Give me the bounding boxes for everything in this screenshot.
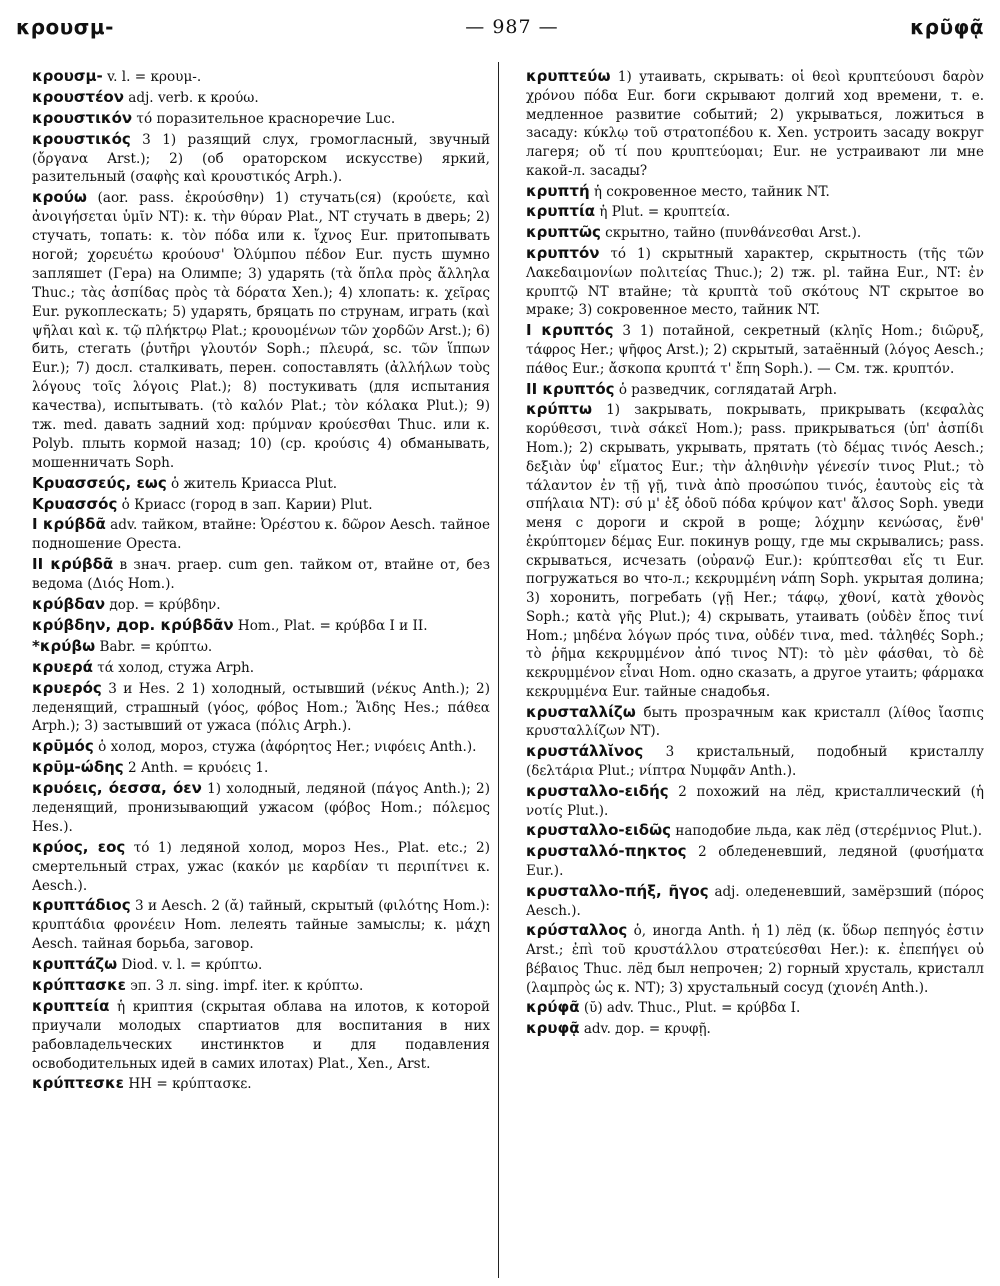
dictionary-entry bbox=[16, 66, 490, 87]
entry-definition: τό 1) ледяной холод, мороз Hes., Plat. etc.; 2) смертельный страх, ужас (κακόν με καρδίαν τι περιπίτνει κ. Aesch.). bbox=[32, 839, 490, 894]
entry-headword: κρουστικόν bbox=[32, 108, 133, 127]
entry-definition: 3 и Aesch. 2 (ᾰ) тайный, скрытый (φιλότης Hom.): κρυπτάδια φρονέειν Hom. лелеять тайные замыслы; κ. μάχη Aesch. тайная борьба, заговор. bbox=[32, 898, 490, 953]
entry-headword: *κρύβω bbox=[32, 636, 96, 655]
entry-headword: κρύβδαν bbox=[32, 595, 106, 614]
dictionary-entry bbox=[16, 837, 490, 896]
dictionary-entry bbox=[510, 781, 984, 821]
entry-definition: 2 похожий на лёд, кристаллический (ἡ νοτίς Plut.). bbox=[526, 783, 984, 819]
dictionary-entry bbox=[16, 975, 490, 996]
entry-headword: κρυπτή bbox=[526, 181, 590, 200]
column-divider bbox=[498, 62, 499, 1278]
entry-headword: κρῡμός bbox=[32, 737, 94, 756]
entry-headword: κρουσμ- bbox=[32, 67, 103, 85]
dictionary-entry bbox=[16, 778, 490, 837]
dictionary-entry bbox=[510, 399, 984, 701]
entry-definition: 3 и Hes. 2 1) холодный, остывший (νέκυς Anth.); 2) леденящий, страшный (γόος, φόβος Hom.; Ἅιδης Hes.; πάθεα Arph.); 3) застывший от ужаса (πόλις Arph.). bbox=[32, 680, 490, 735]
entry-headword: κρυσταλλίζω bbox=[526, 702, 636, 721]
entry-headword: κρῡμ-ώδης bbox=[32, 758, 124, 777]
dictionary-entry bbox=[16, 108, 490, 129]
dictionary-entry bbox=[16, 473, 490, 494]
dictionary-entry bbox=[510, 881, 984, 921]
entry-definition: 1) холодный, ледяной (πάγος Anth.); 2) леденящий, пронизывающий ужасом (φόβος Hom.; πόλεμος Hes.). bbox=[32, 781, 490, 835]
dictionary-entry bbox=[16, 514, 490, 554]
entry-headword: I κρυπτός bbox=[526, 321, 614, 340]
dictionary-entry bbox=[510, 741, 984, 781]
dictionary-entry bbox=[16, 594, 490, 615]
dictionary-entry bbox=[16, 954, 490, 975]
right-column bbox=[510, 66, 984, 1039]
dictionary-entry bbox=[510, 320, 984, 378]
entry-headword: κρυόεις, όεσσα, όεν bbox=[32, 779, 202, 798]
entry-headword: κρυπτῶς bbox=[526, 223, 601, 242]
dictionary-entry bbox=[510, 920, 984, 997]
dictionary-entry bbox=[16, 554, 490, 594]
dictionary-entry bbox=[510, 997, 984, 1018]
entry-definition: τό 1) скрытный характер, скрытность (τῆς τῶν Λακεδαιμονίων πολιτείας Thuc.); 2) тж. pl. тайна Eur., NT: ἐν κρυπτῷ NT втайне; τὰ κρυπτὰ τοῦ σκότους NT скрытое во мраке; 3) сокровенное место, тайник NT. bbox=[526, 246, 984, 319]
entry-definition: adj. verb. к κρούω. bbox=[123, 89, 259, 106]
entry-definition: τά холод, стужа Arph. bbox=[92, 659, 255, 676]
entry-headword: κρουστέον bbox=[32, 87, 124, 106]
entry-definition: ἡ криптия (скрытая облава на илотов, к которой приучали молодых спартиатов для воспитания в них рабовладельческих инстинктов и для подавления освободительных идей в самих илотах) Plat., Xen., Arst. bbox=[32, 998, 490, 1072]
dictionary-entry bbox=[510, 820, 984, 841]
dictionary-entry bbox=[16, 615, 490, 636]
entry-definition: быть прозрачным как кристалл (λίθος ἴασπις κρυσταλλίζων NT). bbox=[526, 704, 984, 740]
entry-definition: adv. дор. = κρυφῇ. bbox=[579, 1021, 711, 1038]
entry-headword: κρυπτία bbox=[526, 202, 596, 221]
entry-headword: κρυπτάζω bbox=[32, 955, 118, 974]
entry-definition: ὁ житель Криасса Plut. bbox=[166, 475, 338, 492]
dictionary-entry bbox=[510, 1018, 984, 1039]
entry-definition: ἡ сокровенное место, тайник NT. bbox=[589, 183, 830, 200]
entry-headword: κρυερός bbox=[32, 678, 102, 697]
entry-definition: в знач. praep. cum gen. тайком от, втайне от, без ведома (Διός Hom.). bbox=[32, 557, 490, 593]
entry-headword: κρυσταλλο-ειδής bbox=[526, 781, 669, 800]
entry-definition: ὁ Криасс (город в зап. Карии) Plut. bbox=[117, 496, 373, 513]
entry-definition: 1) закрывать, покрывать, прикрывать (κεφαλὰς κορύθεσσι, τινὰ σάκεϊ Hom.); pass. прикрываться (ὑπ' ἀσπίδι Hom.); 2) скрывать, укрывать, прятать (τὸ δέμας τινός Aesch.; δεξιὰν ὑφ' εἵματος Eur.; τὴν ἀληθινὴν γένεσίν τινος Plut.; τὸ τάλαντον ἐν τῇ γῇ, τινὰ ἀπὸ προσώπου τινός, ἑαυτοὺς εἰς τὰ σπήλαια NT): σύ μ' ἐξ ὁδοῦ πόδα κρύψον κατ' ἄλσος Soph. уведи меня с дороги и скрой в роще; λόχμην κενώσας, ἔνθ' ἐκρύπτομεν δέμας Eur. покинув рощу, где мы скрывались; pass. скрываться, исчезать (οὐρανῷ Eur.): κρύπτεσθαι εἴς τι Eur. погружаться во что-л.; κεκρυμμένη νάπη Soph. укрытая долина; 3) хоронить, погребать (γῇ Her.; τάφῳ, χθονί, κατὰ χθονὸς Soph.; κατὰ γῆς Plut.); 4) скрывать, утаивать (οὐδὲν ἔπος τινί Hom.; μηδένα λόγων πρός τινα, οὐδέν τινα, med. τἀληθές Soph.; τὸ ῥῆμα κεκρυμμένον ἀπό τινος NT): τὸ μὲν φάσθαι, τὸ δὲ κεκρυμμένον εἶναι Hom. одно сказать, а другое утаить; φάρμακα κεκρυμμένα Eur. тайные снадобья. bbox=[526, 402, 984, 700]
entry-definition: ὁ, иногда Anth. ἡ 1) лёд (κ. ὕδωρ πεπηγός ἐστιν Arst.; ἐπὶ τοῦ κρυστάλλου στρατεύεσθαι Her.): κ. ἐπεπήγει οὐ βέβαιος Thuc. лёд был непрочен; 2) горный хрусталь, кристалл (λαμπρὸς ὡς κ. NT); 3) хрустальный сосуд (χιονέη Anth.). bbox=[526, 923, 984, 996]
entry-headword: κρύπτω bbox=[526, 400, 592, 419]
dictionary-entry bbox=[16, 87, 490, 108]
dictionary-entry bbox=[510, 841, 984, 881]
entry-definition: ἡ Plut. = κρυπτεία. bbox=[595, 204, 731, 221]
dictionary-entry bbox=[510, 66, 984, 181]
entry-headword: κρύπτεσκε bbox=[32, 1074, 124, 1093]
entry-definition: 2 Anth. = κρυόεις 1. bbox=[123, 760, 269, 777]
entry-definition: v. l. = κρουμ-. bbox=[102, 69, 202, 85]
entry-headword: κρυσταλλό-πηκτος bbox=[526, 842, 687, 861]
entry-definition: 3 1) разящий слух, громогласный, звучный (ὄργανα Arst.); 2) (об ораторском искусстве) яркий, разительный (σαφὴς καὶ κρουστικός Arph.). bbox=[32, 131, 490, 186]
dictionary-entry bbox=[16, 736, 490, 757]
dictionary-entry bbox=[16, 494, 490, 515]
dictionary-entry bbox=[16, 757, 490, 778]
entry-headword: I κρύβδᾶ bbox=[32, 515, 106, 534]
entry-headword: κρύος, εος bbox=[32, 837, 126, 856]
entry-headword: κρούω bbox=[32, 188, 87, 207]
entry-headword: κρυσταλλο-ειδῶς bbox=[526, 821, 672, 840]
dictionary-entry bbox=[16, 678, 490, 737]
dictionary-entry bbox=[16, 996, 490, 1074]
entry-definition: скрытно, тайно (πυνθάνεσθαι Arst.). bbox=[600, 225, 862, 242]
left-running-headword: κρουσμ- bbox=[16, 15, 114, 39]
dictionary-entry bbox=[510, 702, 984, 742]
dictionary-entry bbox=[510, 243, 984, 320]
entry-definition: (aor. pass. ἐκρούσθην) 1) стучать(ся) (κρούετε, καὶ ἀνοιγήσεται ὑμῖν NT): κ. τὴν θύραν Plat., NT стучать в дверь; 2) стучать, топать: κ. τὸν πόδα или κ. ἴχνος Eur. притопывать ногой; χορευέτω κρούουσ' Ὀλύμπου πέδον Eur. пусть шумно запляшет (Гера) на Олимпе; 3) ударять (τὰ ὅπλα πρὸς ἄλληλα Thuc.; τὰς ἀσπίδας πρὸς τὰ δόρατα Xen.); 4) хлопать: κ. χεῖρας Eur. рукоплескать; 5) ударять, бряцать по струнам, играть (καὶ ψῆλαι καὶ κ. τῷ πλήκτρῳ Plat.; κρουομένων τῶν χορδῶν Arst.); 6) бить, стегать (ῥυτῆρι γλουτόν Soph.; πλευρά, sc. τῶν ἵππων Eur.); 7) досл. сталкивать, перен. сопоставлять (ἀλλήλων τοὺς λόγους τοῖς λόγοις Plat.); 8) постукивать (для испытания качества), испытывать. (τὸ καλόν Plat.; τὸν κόλακα Plut.); 9) тж. med. давать задний ход: πρύμναν κρούεσθαι Thuc. или κ. Polyb. плыть кормой назад; 10) (ср. κρούσις 4) обманывать, мошенничать Soph. bbox=[32, 190, 490, 471]
entry-headword: κρυπτεύω bbox=[526, 67, 611, 85]
entry-definition: (ῠ) adv. Thuc., Plut. = κρύβδα I. bbox=[579, 1000, 801, 1017]
entry-definition: Hom., Plat. = κρύβδα I и II. bbox=[233, 617, 428, 634]
entry-headword: κρυπτόν bbox=[526, 244, 600, 263]
dictionary-entry bbox=[16, 657, 490, 678]
entry-headword: κρυσταλλο-πήξ, ῆγος bbox=[526, 881, 709, 900]
right-running-headword: κρῦφᾷ bbox=[910, 15, 984, 39]
dictionary-entry bbox=[16, 1073, 490, 1094]
page-header bbox=[16, 12, 984, 42]
entry-definition: эп. 3 л. sing. impf. iter. к κρύπτω. bbox=[125, 977, 364, 994]
entry-headword: κρυφᾷ bbox=[526, 1019, 580, 1038]
left-column bbox=[16, 66, 490, 1094]
entry-headword: κρυπτεία bbox=[32, 996, 110, 1015]
dictionary-entry bbox=[510, 181, 984, 202]
entry-headword: κρύπτασκε bbox=[32, 975, 126, 994]
entry-headword: κρύσταλλος bbox=[526, 921, 628, 940]
entry-headword: κρύβδην, дор. κρύβδᾶν bbox=[32, 615, 234, 634]
entry-headword: II κρυπτός bbox=[526, 379, 615, 398]
entry-definition: ὁ разведчик, соглядатай Arph. bbox=[614, 381, 838, 398]
entry-headword: Κρυασσός bbox=[32, 494, 118, 513]
dictionary-entry bbox=[16, 636, 490, 657]
dictionary-entry bbox=[510, 201, 984, 222]
entry-definition: 2 обледеневший, ледяной (φυσήματα Eur.). bbox=[526, 844, 984, 879]
page-number: — 987 — bbox=[465, 16, 559, 38]
entry-headword: II κρύβδᾶ bbox=[32, 555, 114, 574]
entry-definition: τό поразительное красноречие Luc. bbox=[132, 110, 396, 127]
entry-definition: 3 кристальный, подобный кристаллу (δελτάρια Plut.; νίπτρα Νυμφᾶν Anth.). bbox=[526, 744, 984, 779]
entry-definition: Diod. v. l. = κρύπτω. bbox=[117, 957, 263, 974]
entry-definition: HH = κρύπτασκε. bbox=[124, 1076, 252, 1093]
entry-definition: adj. оледеневший, замёрзший (πόρος Aesch.). bbox=[526, 883, 984, 919]
entry-headword: κρυπτάδιος bbox=[32, 896, 131, 915]
entry-headword: κρυστάλλῐνος bbox=[526, 742, 644, 761]
dictionary-entry bbox=[16, 187, 490, 472]
entry-definition: adv. тайком, втайне: Ὀρέστου κ. δῶρον Aesch. тайное подношение Ореста. bbox=[32, 517, 490, 553]
entry-definition: 1) утаивать, скрывать: οἱ θεοὶ κρυπτεύουσι δαρὸν χρόνου πόδα Eur. боги скрывают долгий ход времени, т. е. медленное развитие событий; 2) укрываться, ложиться в засаду: κύκλῳ τοῦ στρατοπέδου κ. Xen. устроить засаду вокруг лагеря; οὔ τί που κρυπτεύομαι; Eur. не устраивают ли мне какой-л. засады? bbox=[526, 69, 984, 179]
entry-headword: Κρυασσεύς, εως bbox=[32, 473, 167, 492]
dictionary-entry bbox=[510, 379, 984, 400]
entry-definition: Babr. = κρύπτω. bbox=[95, 638, 213, 655]
entry-definition: дор. = κρύβδην. bbox=[105, 597, 221, 614]
dictionary-entry bbox=[16, 129, 490, 188]
entry-headword: κρύφᾶ bbox=[526, 998, 580, 1017]
entry-headword: κρυερά bbox=[32, 657, 93, 676]
entry-definition: 3 1) потайной, секретный (κληῖς Hom.; διῶρυξ, τάφρος Her.; ψῆφος Arst.); 2) скрытый, затаённый (λόγος Aesch.; πάθος Eur.; ἄσκοπα κρυπτά τ' ἔπη Soph.). — См. тж. κρυπτόν. bbox=[526, 323, 984, 377]
entry-definition: наподобие льда, как лёд (στερέμνιος Plut.). bbox=[671, 823, 983, 840]
dictionary-entry bbox=[510, 222, 984, 243]
entry-definition: ὁ холод, мороз, стужа (ἀφόρητος Her.; νιφόεις Anth.). bbox=[93, 739, 477, 756]
dictionary-entry bbox=[16, 895, 490, 954]
entry-headword: κρουστικός bbox=[32, 129, 131, 148]
